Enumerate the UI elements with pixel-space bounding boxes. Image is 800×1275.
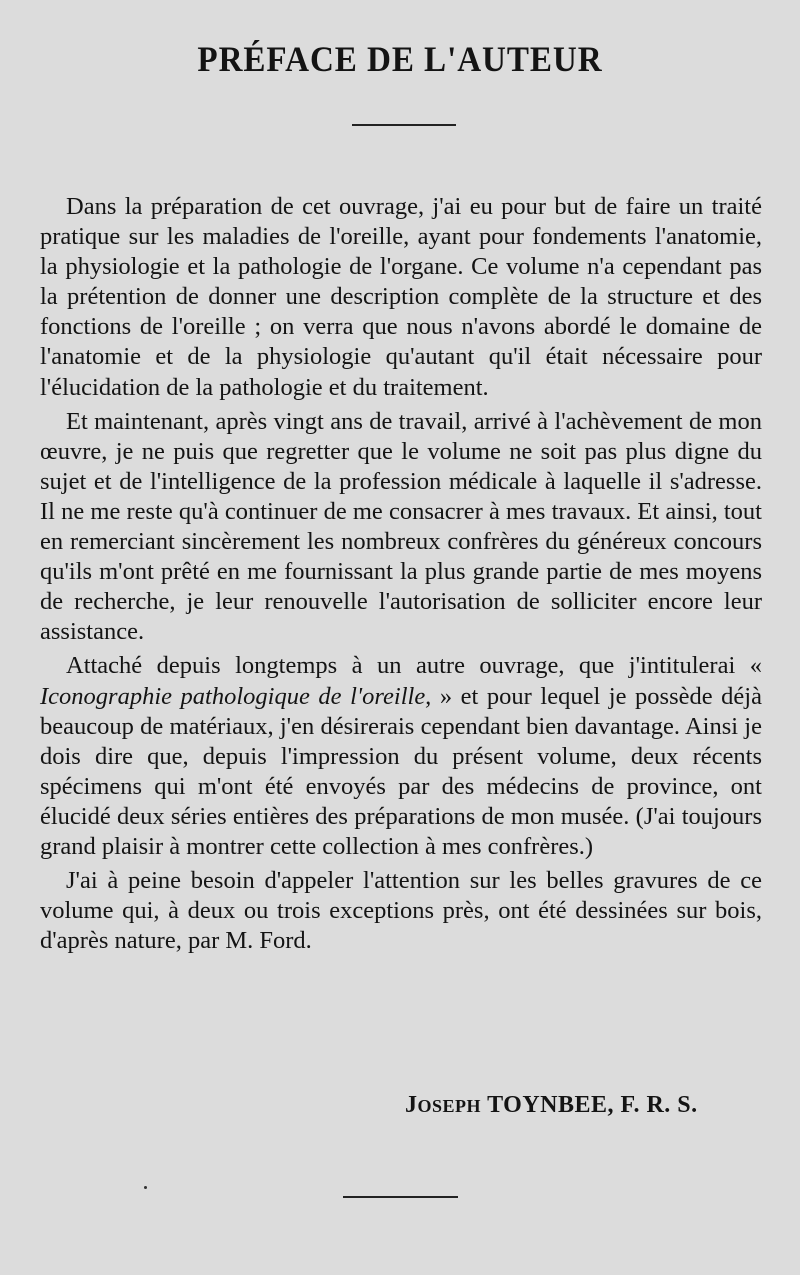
paragraph-2: Et maintenant, après vingt ans de travail, arrivé à l'achèvement de mon œuvre, je ne puis que regretter que le volume ne soit pas plus digne du sujet et de l'intelligence de la profession médicale à laquelle il s'adresse. Il ne me reste qu'à continuer de me consacrer à mes travaux. Et ainsi, tout en remerciant sincèrement les nombreux confrères du généreux concours qu'ils m'ont prêté en me fournissant la plus grande partie de mes moyens de recherche, je leur renouvelle l'autorisation de solliciter encore leur assistance. — [40, 407, 762, 646]
signature-first-rest: OSEPH — [417, 1096, 482, 1116]
paragraph-1: Dans la préparation de cet ouvrage, j'ai eu pour but de faire un traité pratique sur les maladies de l'oreille, ayant pour fondements l'anatomie, la physiologie et la pathologie de l'organe. Ce volume n'a cependant pas la prétention de donner une description complète de la structure et des fonctions de l'oreille ; on verra que nous n'avons abordé le domaine de l'anatomie et de la physiologie qu'autant qu'il était nécessaire pour l'élucidation de la pathologie et du traitement. — [40, 193, 762, 401]
end-divider — [343, 1196, 458, 1198]
signature-first-initial: J — [405, 1092, 418, 1118]
page-title: PRÉFACE DE L'AUTEUR — [197, 39, 603, 79]
signature-surname: TOYNBEE, F. R. S. — [481, 1092, 698, 1118]
title-divider — [352, 124, 456, 126]
paragraph-4: J'ai à peine besoin d'appeler l'attention sur les belles gravures de ce volume qui, à deux ou trois exceptions près, ont été dessinées sur bois, d'après nature, par M. Ford. — [40, 867, 762, 955]
book-title-italic: Iconographie pathologique de l'oreille, — [40, 682, 432, 710]
paragraph-3-text-after: » et pour lequel je possède déjà beaucoup de matériaux, j'en désirerais cependant bien davantage. Ainsi je dois dire que, depuis l'impression du présent volume, deux récents spécimens qui m'ont été envoyés par des médecins de province, ont élucidé deux séries entières des préparations de mon musée. (J'ai toujours grand plaisir à montrer cette collection à mes confrères.) — [40, 682, 762, 860]
paragraph-3-text-before: Attaché depuis longtemps à un autre ouvrage, que j'intitulerai « — [66, 652, 762, 680]
paragraph-3 — [40, 651, 762, 862]
preface-body — [40, 192, 762, 956]
author-signature — [405, 1092, 698, 1119]
print-speck — [144, 1186, 147, 1189]
